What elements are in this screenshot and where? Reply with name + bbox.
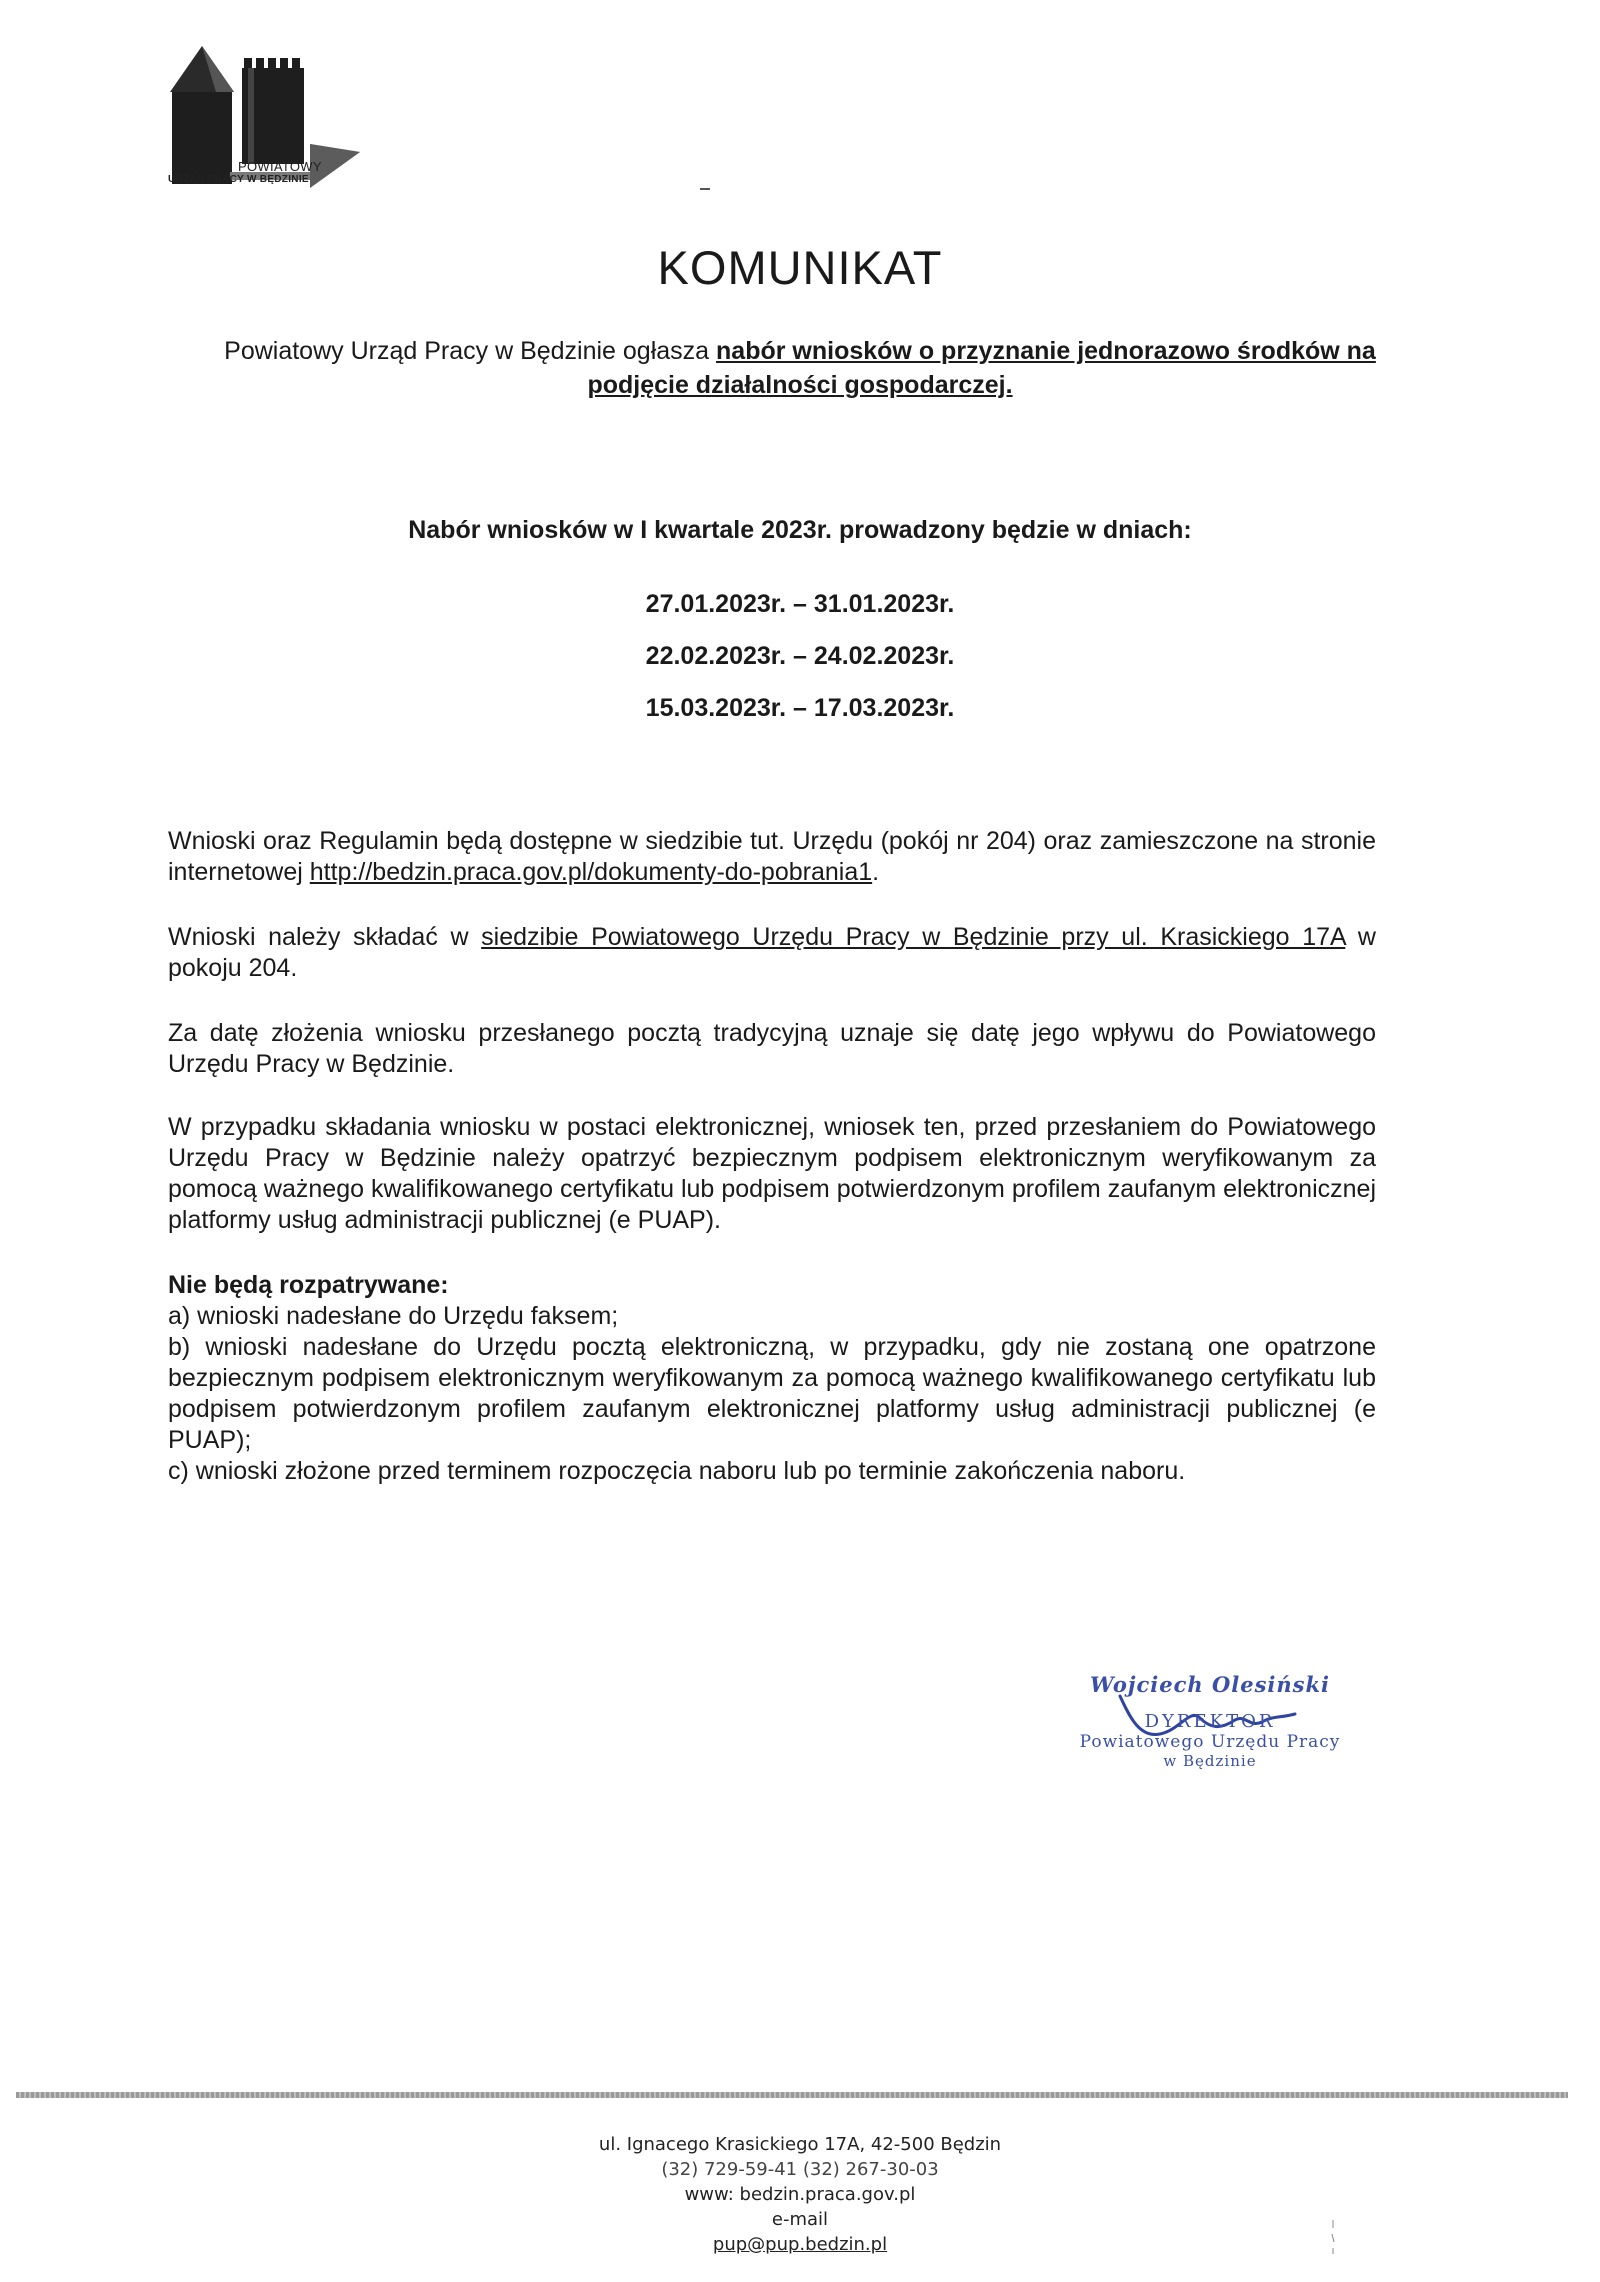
electronic-submission-paragraph	[168, 1112, 1376, 1236]
scan-mark	[1328, 2218, 1338, 2258]
availability-end: .	[872, 858, 880, 886]
signatory-title: DYREKTOR	[1144, 1711, 1276, 1732]
divider-mark	[700, 188, 710, 190]
intro-paragraph	[200, 334, 1400, 402]
rejection-item: a) wnioski nadesłane do Urzędu faksem;	[168, 1302, 619, 1330]
footer-address: ul. Ignacego Krasickiego 17A, 42-500 Będzin	[598, 2134, 1002, 2155]
footer-email-link[interactable]: pup@pup.bedzin.pl	[712, 2234, 888, 2255]
submission-paragraph	[168, 922, 1376, 984]
availability-paragraph	[168, 826, 1376, 888]
logo-caption	[168, 160, 368, 186]
office-address-link[interactable]: siedzibie Powiatowego Urzędu Pracy w Będzinie przy ul. Krasickiego 17A	[481, 923, 1346, 951]
intro-emphasis: nabór wniosków o przyznanie jednorazowo środków na podjęcie działalności gospodarczej.	[587, 337, 1376, 399]
submission-text: Wnioski należy składać w	[168, 923, 482, 951]
rejection-item: b) wnioski nadesłane do Urzędu pocztą elektroniczną, w przypadku, gdy nie zostaną one opatrzone bezpiecznym podpisem elektronicznym weryfikowanym za pomocą ważnego kwalifikowanego certyfikatu lub podpisem potwierdzonym profilem zaufanym elektronicznej platformy usług administracji publicznej (e PUAP);	[168, 1333, 1376, 1454]
footer-website[interactable]: www: bedzin.praca.gov.pl	[684, 2184, 916, 2205]
signatory-city: w Będzinie	[1163, 1752, 1257, 1770]
signatory-name: Wojciech Olesiński	[1089, 1672, 1331, 1697]
footer-email-line	[0, 2207, 1600, 2257]
footer-divider	[16, 2092, 1568, 2098]
page-title: KOMUNIKAT	[657, 241, 943, 294]
footer-phones: (32) 729-59-41 (32) 267-30-03	[661, 2159, 939, 2180]
dates-heading: Nabór wniosków w I kwartale 2023r. prowadzony będzie w dniach:	[408, 516, 1192, 544]
footer-email-label: e-mail	[771, 2209, 829, 2230]
postal-date-paragraph	[168, 1018, 1376, 1080]
signature-stamp	[1060, 1672, 1360, 1770]
date-range: 22.02.2023r. – 24.02.2023r.	[645, 642, 955, 670]
rejection-item: c) wnioski złożone przed terminem rozpoczęcia naboru lub po terminie zakończenia naboru.	[168, 1457, 1186, 1485]
documents-link[interactable]: http://bedzin.praca.gov.pl/dokumenty-do-pobrania1	[309, 858, 873, 886]
electronic-submission-text: W przypadku składania wniosku w postaci elektronicznej, wniosek ten, przed przesłaniem do Powiatowego Urzędu Pracy w Będzinie należy opatrzyć bezpiecznym podpisem elektronicznym weryfikowanym za pomocą ważnego kwalifikowanego certyfikatu lub podpisem potwierdzonym profilem zaufanym elektronicznej platformy usług administracji publicznej (e PUAP).	[168, 1113, 1376, 1234]
signatory-org: Powiatowego Urzędu Pracy	[1079, 1732, 1341, 1752]
date-range: 15.03.2023r. – 17.03.2023r.	[645, 694, 955, 722]
intro-plain: Powiatowy Urząd Pracy w Będzinie ogłasza	[224, 337, 717, 365]
logo-line-1: POWIATOWY	[238, 159, 322, 174]
rejections-heading: Nie będą rozpatrywane:	[168, 1271, 449, 1299]
availability-text: Wnioski oraz Regulamin będą dostępne w siedzibie tut. Urzędu (pokój nr 204) oraz zamieszczone na stronie internetowej	[168, 827, 1376, 886]
date-ranges	[0, 578, 1600, 734]
rejections-section	[168, 1270, 1376, 1487]
submission-end: w pokoju 204.	[168, 923, 1376, 982]
logo-line-2: URZĄD PRACY W BĘDZINIE	[168, 174, 309, 185]
postal-date-text: Za datę złożenia wniosku przesłanego pocztą tradycyjną uznaje się datę jego wpływu do Powiatowego Urzędu Pracy w Będzinie.	[168, 1019, 1376, 1078]
footer-contact	[0, 2132, 1600, 2257]
date-range: 27.01.2023r. – 31.01.2023r.	[645, 590, 955, 618]
